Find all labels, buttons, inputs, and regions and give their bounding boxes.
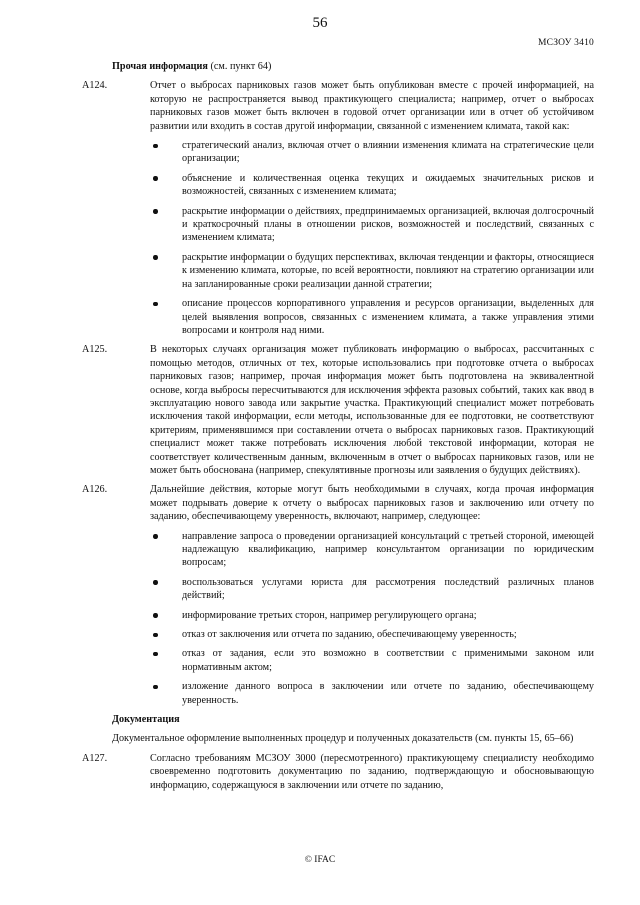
section-heading-documentation: Документация: [112, 714, 180, 726]
page-number: 56: [312, 15, 328, 31]
section-reference: (см. пункт 64): [210, 61, 272, 72]
list-item: [150, 139, 594, 166]
bullet-icon: [153, 685, 158, 690]
bullet-list: [150, 139, 594, 337]
list-item: [150, 205, 594, 245]
paragraph-number: A124.: [82, 80, 108, 92]
paragraph-text: Дальнейшие действия, которые могут быть необходимыми в случаях, когда прочая информация может подрывать доверие к отчету о выбросах парниковых газов и заключению или отчету по заданию, обеспечивающему уверенность, включают, например, следующее:: [150, 484, 594, 523]
bullet-icon: [153, 652, 158, 657]
bullet-icon: [153, 580, 158, 585]
list-item-text: отказ от задания, если это возможно в соответствии с применимыми законом или нормативным актом;: [182, 648, 594, 673]
paragraph-text: Отчет о выбросах парниковых газов может быть опубликован вместе с прочей информацией, на которую не распространяется вывод практикующего специалиста; например, отчет о выбросах парниковых газов может быть включен в годовой отчет организации или в отчет об устойчивом развитии или входить в состав другой информации, связанной с изменением климата, такой как:: [150, 80, 594, 132]
paragraph-a126: [82, 483, 594, 707]
paragraph-text: В некоторых случаях организация может публиковать информацию о выбросах, рассчитанных с помощью методов, отличных от тех, которые использовались при подготовке отчета о выбросах парниковых газов; например, прочая информация может быть подготовлена на эквивалентной основе, когда выбросы пересчитываются для исключения эффекта разовых событий, таких как ввод в эксплуатацию нового завода или закрытие участка. Практикующий специалист может потребовать исключения такой информации, если методы, использованные для ее подготовки, не соответствуют критериям, применявшимся при составлении отчета о выбросах парниковых газов. Практикующий специалист может также потребовать исключения любой текстовой информации, которая не соответствует количественным данным, включенным в отчет о выбросах парниковых газов, или не может быть обоснована (например, спекулятивные прогнозы или заявления о будущих действиях).: [150, 344, 594, 476]
paragraph-number: A125.: [82, 344, 108, 356]
bullet-icon: [153, 144, 158, 149]
list-item: [150, 680, 594, 707]
bullet-icon: [153, 613, 158, 618]
list-item: [150, 172, 594, 199]
list-item: [150, 647, 594, 674]
list-item-text: раскрытие информации о будущих перспективах, включая тенденции и факторы, относящиеся к изменению климата, которые, по всей вероятности, повлияют на стратегию организации или на запланированные сроки реализации данной стратегии;: [182, 251, 594, 290]
page-content: [82, 60, 594, 798]
bullet-icon: [153, 209, 158, 214]
section-title: Прочая информация: [112, 61, 208, 72]
bullet-list: [150, 530, 594, 707]
list-item-text: воспользоваться услугами юриста для рассмотрения последствий различных планов действий;: [182, 576, 594, 602]
section-heading-other-info: [112, 60, 594, 73]
paragraph-a125: [82, 343, 594, 477]
list-item-text: объяснение и количественная оценка текущих и ожидаемых значительных рисков и возможностей, связанных с изменением климата;: [182, 172, 594, 198]
paragraph-text: Согласно требованиям МСЗОУ 3000 (пересмотренного) практикующему специалисту необходимо своевременно подготовить документацию по заданию, подтверждающую и обосновывающую информацию, содержащуюся в заключении или отчете по заданию,: [150, 752, 594, 791]
list-item-text: изложение данного вопроса в заключении или отчете по заданию, обеспечивающему уверенность.: [182, 681, 594, 706]
paragraph-a124: [82, 79, 594, 337]
document-code: МСЗОУ 3410: [538, 38, 594, 48]
paragraph-number: A127.: [82, 752, 108, 764]
bullet-icon: [153, 302, 158, 307]
list-item: [150, 628, 594, 641]
list-item-text: отказ от заключения или отчета по заданию, обеспечивающему уверенность;: [182, 629, 517, 641]
footer-copyright: © IFAC: [304, 855, 336, 865]
list-item: [150, 297, 594, 337]
list-item: [150, 576, 594, 603]
list-item-text: стратегический анализ, включая отчет о влиянии изменения климата на стратегические цели организации;: [182, 140, 594, 165]
section-intro: Документальное оформление выполненных процедур и полученных доказательств (см. пункты 15, 65–66): [112, 733, 574, 745]
paragraph-number: A126.: [82, 484, 108, 496]
list-item: [150, 530, 594, 570]
list-item-text: направление запроса о проведении организацией консультаций с третьей стороной, имеющей надлежащую квалификацию, например консультантом организации по юридическим вопросам;: [182, 530, 594, 569]
bullet-icon: [153, 534, 158, 539]
list-item-text: раскрытие информации о действиях, предпринимаемых организацией, включая долгосрочный и краткосрочный планы в отношении рисков, возможностей и последствий, связанных с изменением климата;: [182, 205, 594, 244]
list-item-text: информирование третьих сторон, например регулирующего органа;: [182, 609, 477, 621]
list-item-text: описание процессов корпоративного управления и ресурсов организации, выделенных для целей выявления вопросов, связанных с изменением климата, а также управления этими вопросами и контроля над ними.: [182, 298, 594, 336]
bullet-icon: [153, 176, 158, 181]
list-item: [150, 251, 594, 291]
paragraph-a127: [82, 752, 594, 792]
list-item: [150, 609, 594, 622]
bullet-icon: [153, 255, 158, 260]
bullet-icon: [153, 633, 158, 638]
